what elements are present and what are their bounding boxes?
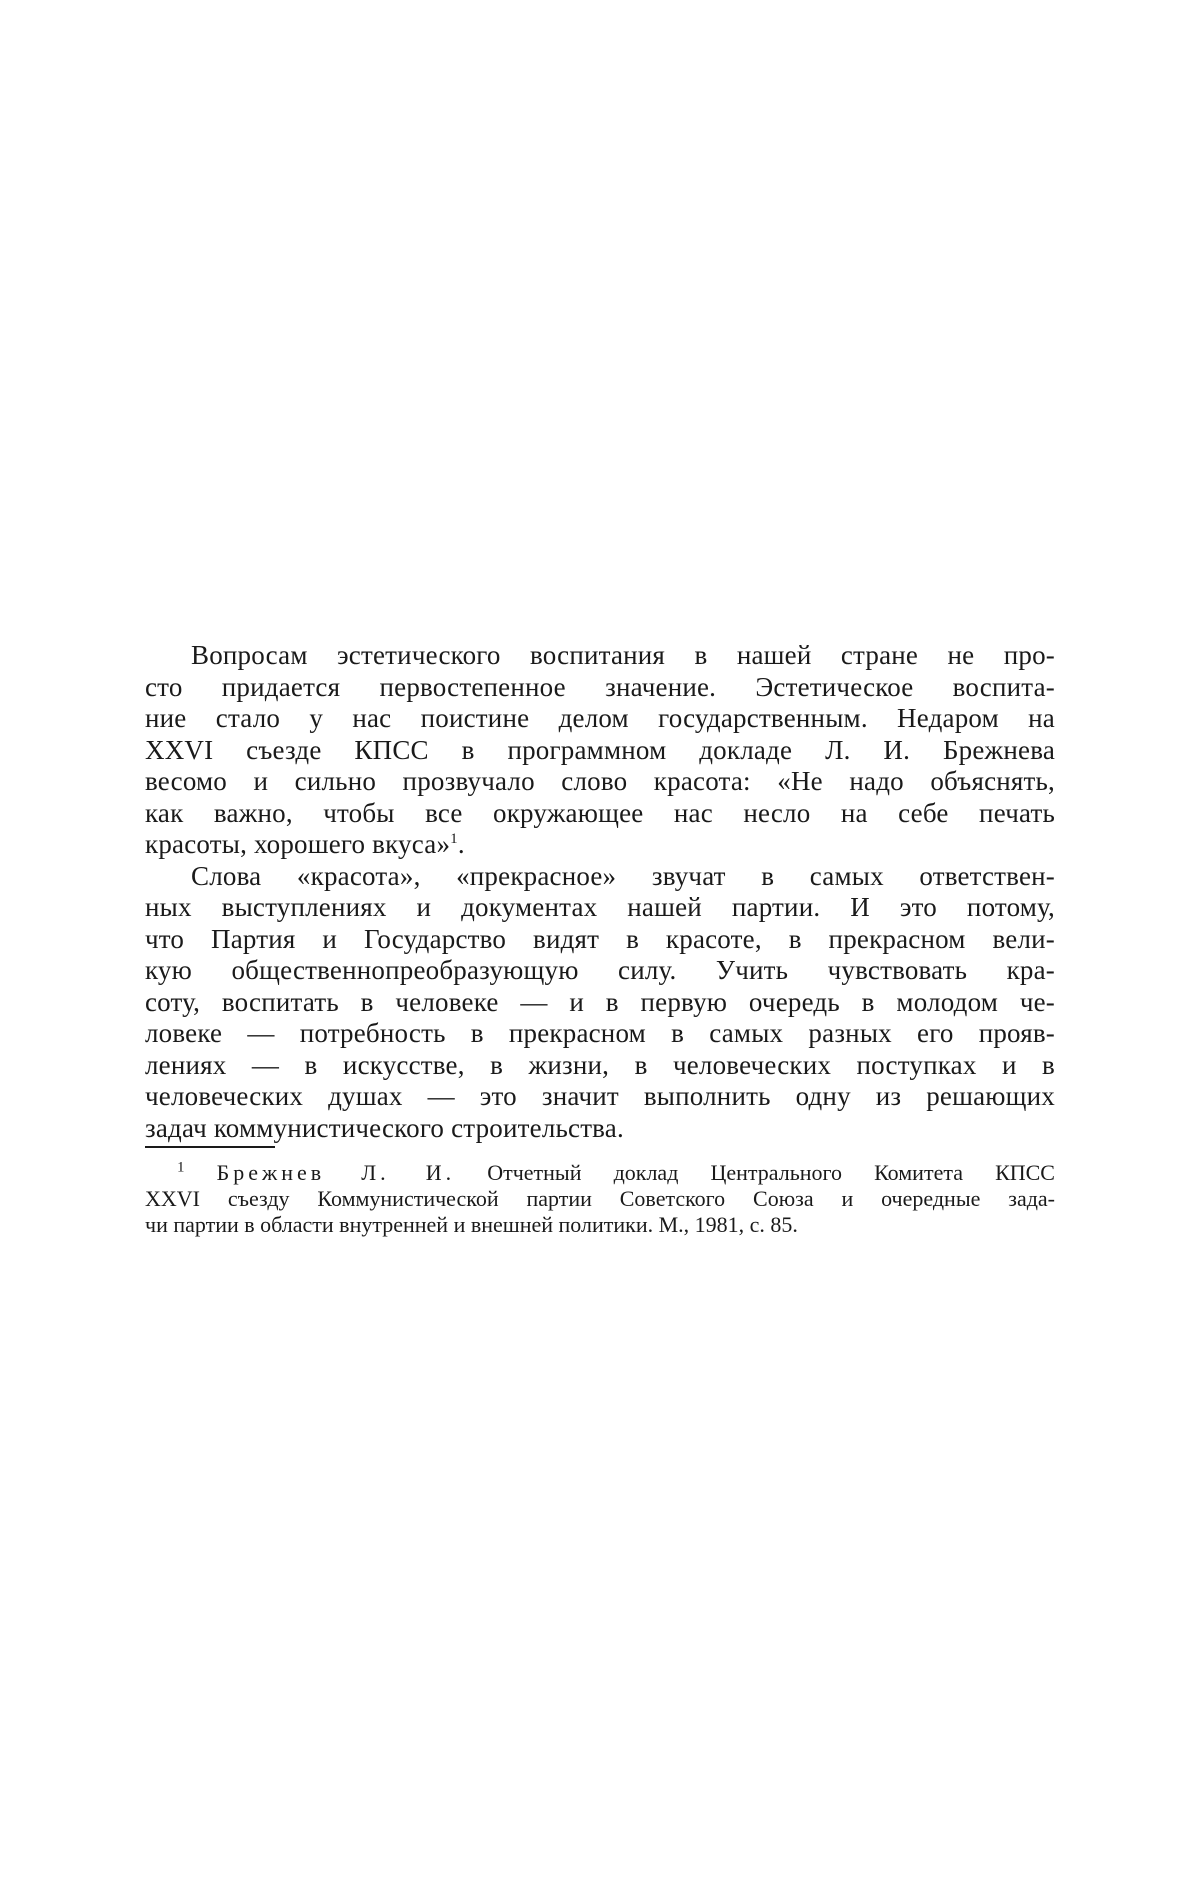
text-line: человеческих душах — это значит выполнить одну из решающих: [145, 1081, 1055, 1111]
text-line: Вопросам эстетического воспитания в нашей стране не про-: [191, 640, 1055, 670]
text-line: Слова «красота», «прекрасное» звучат в самых ответствен-: [191, 860, 1055, 891]
text-line: кую общественнопреобразующую силу. Учить чувствовать кра-: [145, 955, 1055, 985]
sentence-period: .: [457, 829, 465, 859]
footnote-line: чи партии в области внутренней и внешней политики. М., 1981, с. 85.: [145, 1212, 798, 1237]
text-line: весомо и сильно прозвучало слово красота: «Не надо объяснять,: [145, 766, 1055, 796]
text-line: сто придается первостепенное значение. Эстетическое воспита-: [145, 671, 1055, 702]
footnote-author: Брежнев Л. И.: [216, 1160, 456, 1185]
quote-end-text: красоты, хорошего вкуса»: [145, 829, 451, 859]
text-line: задач коммунистического строительства.: [145, 1112, 624, 1143]
main-text: [145, 640, 1055, 1144]
text-line: что Партия и Государство видят в красоте, в прекрасном вели-: [145, 923, 1055, 954]
text-line: как важно, чтобы все окружающее нас несло на себе печать: [145, 797, 1055, 828]
footnote-line: [145, 1160, 1055, 1186]
text-line: ние стало у нас поистине делом государственным. Недаром на: [145, 703, 1055, 733]
footnote-reference: 1: [450, 831, 458, 847]
text-line: [145, 1018, 1055, 1050]
text-line: [145, 829, 1055, 861]
hyphenated-tail: в-: [1032, 1018, 1055, 1048]
text-line: лениях — в искусстве, в жизни, в человеческих поступках и в: [145, 1049, 1055, 1080]
text-line: ных выступлениях и документах нашей партии. И это потому,: [145, 892, 1055, 922]
text-line: XXVI съезде КПСС в программном докладе Л. И. Брежнева: [145, 734, 1055, 765]
line-text: ловеке — потребность в прекрасном в самых разных его проя: [145, 1018, 1033, 1048]
footnote-line: XXVI съезду Коммунистической партии Советского Союза и очередные зада-: [145, 1186, 1055, 1211]
footnote-marker: 1: [177, 1159, 185, 1176]
text-line: соту, воспитать в человеке — и в первую очередь в молодом че-: [145, 986, 1055, 1017]
footnote-block: [145, 1160, 1055, 1238]
footnote-title: Отчетный доклад Центрального Комитета КПСС: [487, 1160, 1055, 1185]
footnote-divider: [145, 1146, 275, 1148]
